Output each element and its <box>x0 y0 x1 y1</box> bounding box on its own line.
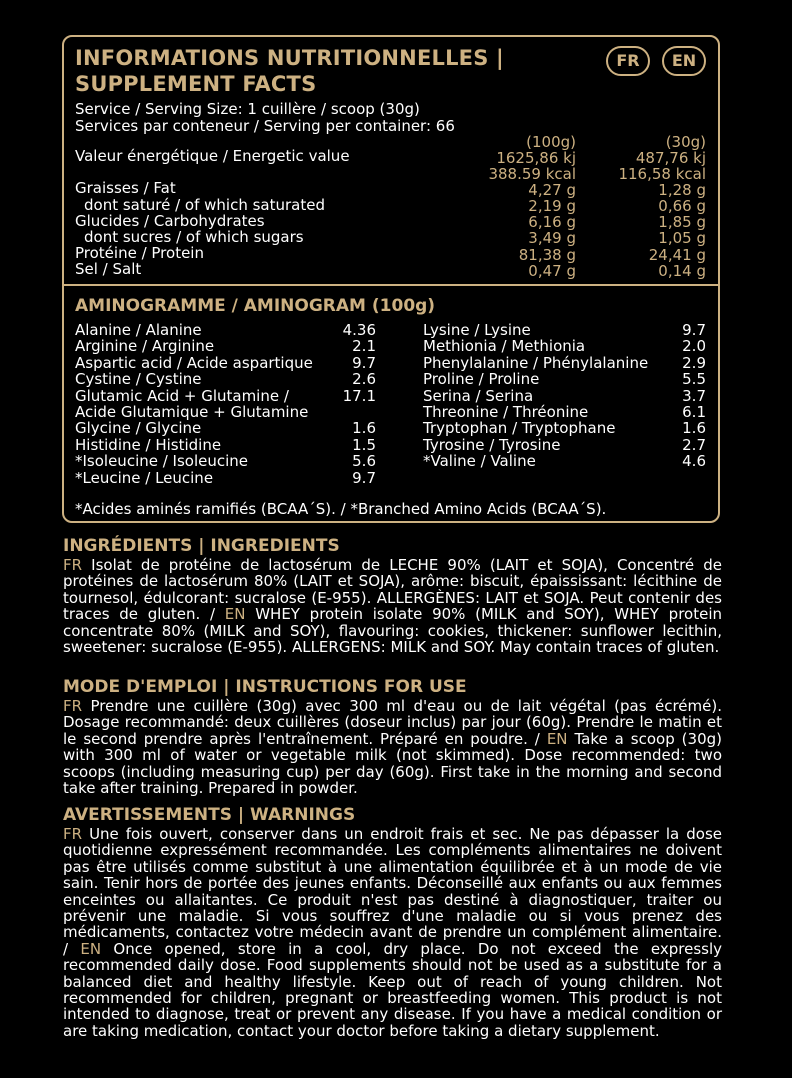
amino-label: Arginine / Arginine <box>75 337 215 356</box>
amino-label: Glycine / Glycine <box>75 419 202 438</box>
column-header-100g: (100g) <box>526 133 576 151</box>
nutrient-value-100: 3,49 g <box>528 229 576 247</box>
amino-label: Proline / Proline <box>423 370 540 389</box>
column-header-30g: (30g) <box>665 133 706 151</box>
amino-value: 2.0 <box>682 337 706 356</box>
energy-kj-100: 1625,86 kj <box>496 149 576 167</box>
instructions-en: Take a scoop (30g) with 300 ml of water or vegetable milk (not skimmed). Dose recommended: two scoops (including measuring cup) per day (60g). First take in the morning and second take after training. Prepared in powder. <box>63 729 722 798</box>
amino-value: 1.6 <box>352 419 376 438</box>
warnings-fr: Une fois ouvert, conserver dans un endroit frais et sec. Ne pas dépasser la dose quotidienne expressément recommandée. Les compléments alimentaires ne doivent pas être utilisés comme substitut à une alimentation équilibrée et à un mode de vie sain. Tenir hors de portée des jeunes enfants. Déconseillé aux enfants ou aux femmes enceintes ou allaitantes. Ce produit n'est pas destiné à diagnostiquer, traiter ou prévenir une maladie. Si vous souffrez d'une maladie ou si vous prenez des médicaments, contactez votre médecin avant de prendre un complément alimentaire. / <box>63 825 722 958</box>
nutrient-label: Graisses / Fat <box>75 179 176 197</box>
amino-value: 4.6 <box>682 452 706 471</box>
panel-title <box>75 45 595 97</box>
nutrient-value-100: 6,16 g <box>528 213 576 231</box>
nutrient-label: dont saturé / of which saturated <box>84 196 325 214</box>
amino-label: Lysine / Lysine <box>423 321 531 339</box>
amino-label: *Isoleucine / Isoleucine <box>75 452 249 471</box>
serving-size: Service / Serving Size: 1 cuillère / scoop (30g) <box>75 100 420 118</box>
nutrient-label: Sel / Salt <box>75 260 142 278</box>
amino-label: Cystine / Cystine <box>75 370 202 389</box>
amino-value: 9.7 <box>682 321 706 339</box>
amino-value: 4.36 <box>342 321 376 339</box>
amino-value: 2.1 <box>352 337 376 356</box>
nutrient-value-30: 24,41 g <box>648 246 706 264</box>
amino-value: 1.6 <box>682 419 706 438</box>
nutrient-value-30: 1,05 g <box>658 229 706 247</box>
instructions-heading: MODE D'EMPLOI | INSTRUCTIONS FOR USE <box>63 677 467 697</box>
amino-value: 3.7 <box>682 386 706 405</box>
bcaa-footnote: *Acides aminés ramifiés (BCAA´S). / *Branched Amino Acids (BCAA´S). <box>75 500 607 518</box>
amino-label: Alanine / Alanine <box>75 321 202 339</box>
section-divider <box>64 284 718 286</box>
aminogram-heading: AMINOGRAMME / AMINOGRAM (100g) <box>75 296 436 316</box>
nutrient-label: dont sucres / of which sugars <box>84 228 304 246</box>
amino-label: Threonine / Thréonine <box>423 403 589 421</box>
title-line-2: SUPPLEMENT FACTS <box>75 72 317 96</box>
warnings-en: Once opened, store in a cool, dry place. Do not exceed the expressly recommended daily dose. Food supplements should not be used as a substitute for a balanced diet and healthy lifestyle. Keep out of reach of young children. Not recommended for children, pregnant or breastfeeding women. This product is not intended to diagnose, treat or prevent any disease. If you have a medical condition or are taking medication, contact your doctor before taking a dietary supplement. <box>63 939 722 1040</box>
amino-value: 9.7 <box>352 468 376 487</box>
amino-label: Acide Glutamique + Glutamine <box>75 403 309 421</box>
nutrient-value-100: 2,19 g <box>528 197 576 215</box>
language-fr-button[interactable]: FR <box>606 46 650 76</box>
nutrient-value-100: 81,38 g <box>518 246 576 264</box>
amino-label: Tryptophan / Tryptophane <box>423 419 616 438</box>
amino-label: Histidine / Histidine <box>75 435 222 454</box>
energy-label: Valeur énergétique / Energetic value <box>75 147 350 165</box>
nutrient-value-100: 4,27 g <box>528 181 576 199</box>
nutrient-value-30: 0,14 g <box>658 262 706 280</box>
amino-label: Serina / Serina <box>423 386 534 405</box>
amino-value: 5.5 <box>682 370 706 389</box>
amino-label: Methionia / Methionia <box>423 337 586 356</box>
lang-tag-fr: FR <box>63 825 83 843</box>
ingredients-heading: INGRÉDIENTS | INGREDIENTS <box>63 536 340 556</box>
nutrient-value-30: 0,66 g <box>658 197 706 215</box>
amino-value: 5.6 <box>352 452 376 471</box>
instructions-text <box>63 698 722 796</box>
ingredients-text <box>63 557 722 655</box>
language-en-button[interactable]: EN <box>662 46 706 76</box>
lang-tag-fr: FR <box>63 697 83 715</box>
servings-per-container: Services par conteneur / Serving per container: 66 <box>75 117 455 135</box>
nutrient-value-30: 1,85 g <box>658 213 706 231</box>
energy-kcal-30: 116,58 kcal <box>618 165 706 183</box>
nutrient-value-30: 1,28 g <box>658 181 706 199</box>
amino-value: 2.6 <box>352 370 376 389</box>
lang-tag-en: EN <box>224 605 246 624</box>
energy-kj-30: 487,76 kj <box>635 149 706 167</box>
nutrient-value-100: 0,47 g <box>528 262 576 280</box>
warnings-text <box>63 826 722 1039</box>
lang-tag-en: EN <box>80 939 102 958</box>
amino-value: 6.1 <box>682 403 706 421</box>
amino-label: Glutamic Acid + Glutamine / <box>75 386 289 405</box>
amino-label: Aspartic acid / Acide aspartique <box>75 353 313 372</box>
warnings-heading: AVERTISSEMENTS | WARNINGS <box>63 805 356 825</box>
amino-value: 2.9 <box>682 353 706 372</box>
ingredients-fr: Isolat de protéine de lactosérum de LECHE 90% (LAIT et SOJA), Concentré de protéines de lactosérum 80% (LAIT et SOJA), arôme: biscuit, épaississant: lécithine de tournesol, édulcorant: sucralose (E-955). ALLERGÈNES: LAIT et SOJA. Peut contenir des traces de gluten. / <box>63 556 722 624</box>
instructions-fr: Prendre une cuillère (30g) avec 300 ml d'eau ou de lait végétal (pas écrémé). Dosage recommandé: deux cuillères (doseur inclus) par jour (60g). Prendre le matin et le second prendre après l'entraînement. Préparé en poudre. / <box>63 697 722 748</box>
ingredients-en: WHEY protein isolate 90% (MILK and SOY), WHEY protein concentrate 80% (MILK and SOY), flavouring: cookies, thickener: sunflower lecithin, sweetener: sucralose (E-955). ALLERGENS: MILK and SOY. May contain traces of gluten. <box>63 605 722 657</box>
nutrient-label: Protéine / Protein <box>75 244 204 262</box>
amino-label: Phenylalanine / Phénylalanine <box>423 353 649 372</box>
title-line-1: INFORMATIONS NUTRITIONNELLES | <box>75 46 504 70</box>
supplement-facts-panel <box>62 35 720 523</box>
amino-value: 17.1 <box>342 386 376 405</box>
energy-kcal-100: 388.59 kcal <box>488 165 576 183</box>
amino-value: 1.5 <box>352 435 376 454</box>
lang-tag-fr: FR <box>63 556 83 574</box>
amino-label: *Valine / Valine <box>423 452 536 471</box>
amino-value: 9.7 <box>352 353 376 372</box>
amino-label: *Leucine / Leucine <box>75 468 214 487</box>
amino-value: 2.7 <box>682 435 706 454</box>
lang-tag-en: EN <box>546 729 568 748</box>
nutrient-label: Glucides / Carbohydrates <box>75 212 265 230</box>
amino-label: Tyrosine / Tyrosine <box>423 435 561 454</box>
